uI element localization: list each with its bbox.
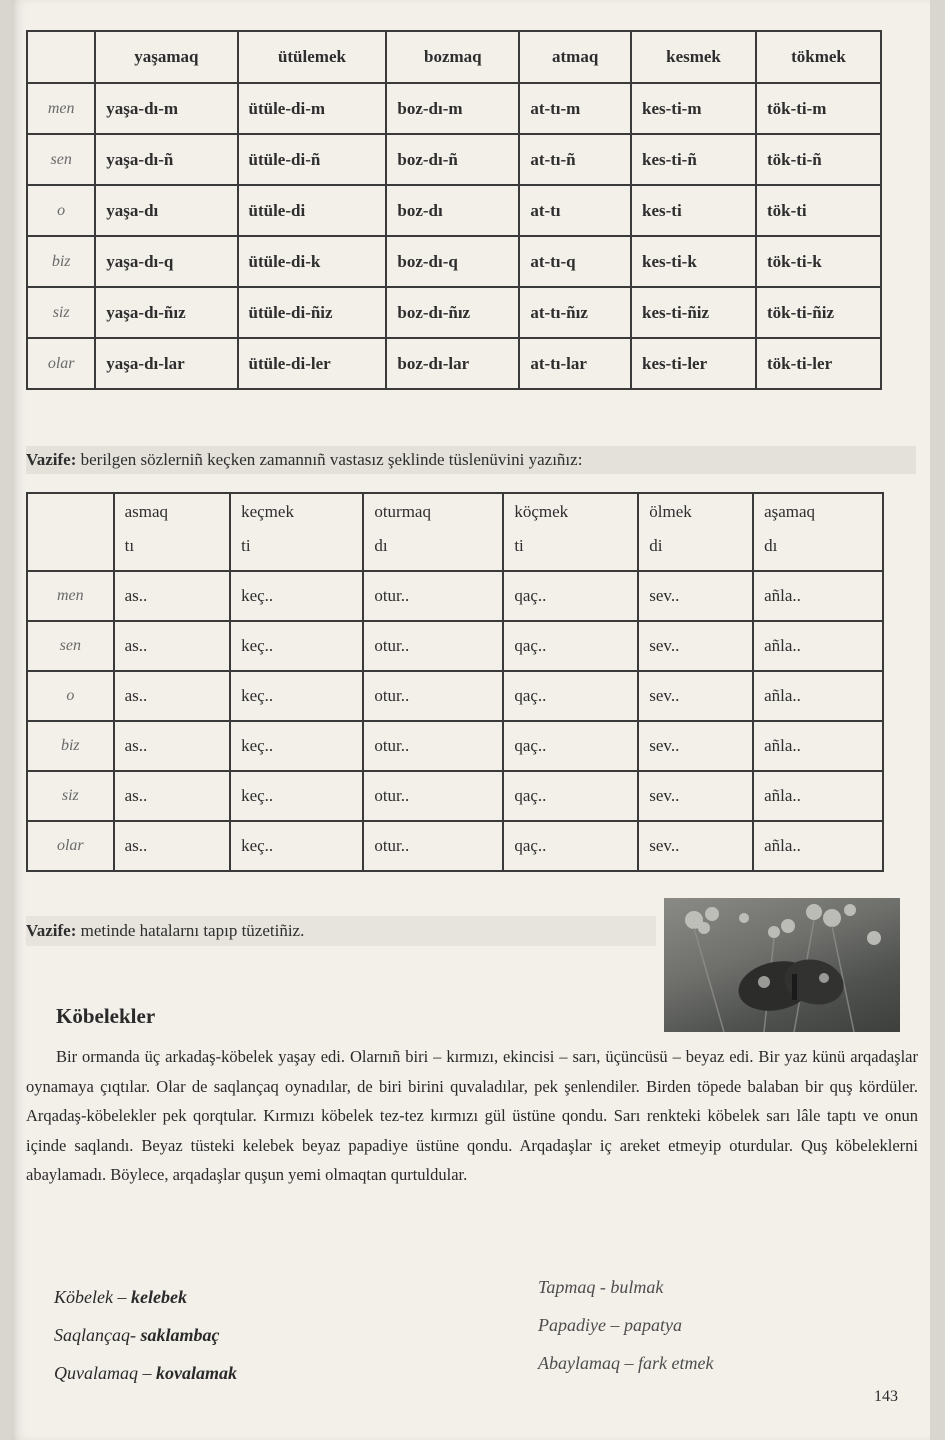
table-cell: otur.. <box>363 771 503 821</box>
table-cell: keç.. <box>230 821 363 871</box>
glossary-meaning: saklambaç <box>140 1325 220 1345</box>
table-cell: añla.. <box>753 721 883 771</box>
table-cell: keç.. <box>230 671 363 721</box>
table-cell: sev.. <box>638 621 753 671</box>
table2-header <box>114 493 230 571</box>
table-row <box>27 134 881 185</box>
table-cell: ütüle-di <box>238 185 387 236</box>
verb-label: oturmaq <box>374 502 431 521</box>
table-cell: as.. <box>114 821 230 871</box>
table-cell: sev.. <box>638 571 753 621</box>
table-cell: at-tı-ñız <box>519 287 631 338</box>
table1-header: yaşamaq <box>95 31 237 83</box>
table-cell: yaşa-dı-m <box>95 83 237 134</box>
suffix-label: dı <box>374 536 388 555</box>
table-cell: sev.. <box>638 721 753 771</box>
table-cell: otur.. <box>363 571 503 621</box>
table-row <box>27 721 883 771</box>
table-cell: kes-ti-m <box>631 83 756 134</box>
table-cell: boz-dı-q <box>386 236 519 287</box>
table-row <box>27 185 881 236</box>
glossary-term: Abaylamaq <box>538 1353 620 1373</box>
glossary-item: Papadiye – papatya <box>538 1315 682 1335</box>
table-row <box>27 621 883 671</box>
table-cell: otur.. <box>363 721 503 771</box>
table-cell: ütüle-di-ñiz <box>238 287 387 338</box>
task-text: metinde hatalarnı tapıp tüzetiñiz. <box>80 921 305 940</box>
table1-header: kesmek <box>631 31 756 83</box>
table-cell: tök-ti-ñiz <box>756 287 881 338</box>
table-cell: añla.. <box>753 621 883 671</box>
glossary-item: Tapmaq - bulmak <box>538 1277 664 1297</box>
task-label: Vazife: <box>26 921 77 940</box>
conjugation-table-past-tense <box>26 30 882 390</box>
table-cell: yaşa-dı-lar <box>95 338 237 389</box>
pronoun-label: biz <box>27 721 114 771</box>
table-cell: yaşa-dı-ñ <box>95 134 237 185</box>
pronoun-label: o <box>27 671 114 721</box>
table-cell: añla.. <box>753 821 883 871</box>
table1-header: bozmaq <box>386 31 519 83</box>
table-cell: sev.. <box>638 771 753 821</box>
table-cell: kes-ti-ñ <box>631 134 756 185</box>
pronoun-label: men <box>27 83 95 134</box>
verb-label: aşamaq <box>764 502 816 521</box>
table1-header: atmaq <box>519 31 631 83</box>
task-text: berilgen sözlerniñ keçken zamannıñ vastasız şeklinde tüslenüvini yazıñız: <box>80 450 583 469</box>
table-row <box>27 821 883 871</box>
glossary-term: Köbelek <box>54 1287 113 1307</box>
glossary-meaning: bulmak <box>610 1277 664 1297</box>
table-cell: at-tı <box>519 185 631 236</box>
glossary-meaning: kovalamak <box>156 1363 237 1383</box>
table-cell: yaşa-dı <box>95 185 237 236</box>
table-cell: keç.. <box>230 721 363 771</box>
table2-header <box>753 493 883 571</box>
story-title: Köbelekler <box>56 1004 156 1028</box>
pronoun-label: siz <box>27 771 114 821</box>
suffix-label: di <box>649 536 663 555</box>
conjugation-exercise-table <box>26 492 884 872</box>
verb-label: keçmek <box>241 502 294 521</box>
table-cell: tök-ti <box>756 185 881 236</box>
table-cell: sev.. <box>638 821 753 871</box>
suffix-label: tı <box>124 536 135 555</box>
suffix-label: ti <box>241 536 251 555</box>
pronoun-label: olar <box>27 338 95 389</box>
table-cell: keç.. <box>230 771 363 821</box>
table-cell: yaşa-dı-q <box>95 236 237 287</box>
textbook-page <box>12 0 930 1440</box>
table-cell: boz-dı-ñ <box>386 134 519 185</box>
table-cell: boz-dı <box>386 185 519 236</box>
suffix-label: dı <box>764 536 778 555</box>
table-cell: yaşa-dı-ñız <box>95 287 237 338</box>
glossary-term: Tapmaq <box>538 1277 596 1297</box>
table-cell: sev.. <box>638 671 753 721</box>
glossary-right <box>538 1268 713 1382</box>
suffix-label: ti <box>514 536 524 555</box>
table-cell: boz-dı-ñız <box>386 287 519 338</box>
table-cell: qaç.. <box>503 571 638 621</box>
table1-header: tökmek <box>756 31 881 83</box>
table-cell: otur.. <box>363 621 503 671</box>
pronoun-label: siz <box>27 287 95 338</box>
table-cell: qaç.. <box>503 721 638 771</box>
table-cell: tök-ti-ñ <box>756 134 881 185</box>
table-cell: at-tı-m <box>519 83 631 134</box>
pronoun-label: olar <box>27 821 114 871</box>
page-number: 143 <box>874 1388 898 1405</box>
glossary-item: Saqlançaq- saklambaç <box>54 1325 220 1345</box>
table-cell: tök-ti-k <box>756 236 881 287</box>
pronoun-label: sen <box>27 134 95 185</box>
table1-header-row <box>27 31 881 83</box>
glossary-meaning: fark etmek <box>637 1353 714 1373</box>
table-cell: boz-dı-m <box>386 83 519 134</box>
table-cell: kes-ti-ñiz <box>631 287 756 338</box>
table-cell: kes-ti-ler <box>631 338 756 389</box>
pronoun-label: sen <box>27 621 114 671</box>
glossary-meaning: papatya <box>623 1315 682 1335</box>
glossary-term: Papadiye <box>538 1315 606 1335</box>
table-cell: añla.. <box>753 571 883 621</box>
task-instruction-conjugate <box>26 446 916 474</box>
task-label: Vazife: <box>26 450 77 469</box>
table-cell: as.. <box>114 671 230 721</box>
glossary-item: Abaylamaq – fark etmek <box>538 1353 714 1373</box>
table2-header <box>363 493 503 571</box>
pronoun-label: o <box>27 185 95 236</box>
table-cell: ütüle-di-k <box>238 236 387 287</box>
table-cell: ütüle-di-ler <box>238 338 387 389</box>
table2-header <box>638 493 753 571</box>
verb-label: köçmek <box>514 502 569 521</box>
story-text: Bir ormanda üç arkadaş-köbelek yaşay edi. Olarnıñ biri – kırmızı, ekincisi – sarı, üçüncüsü – beyaz edi. Bir yaz künü arqadaşlar oynamaya çıqtılar. Olar de saqlançaq oynadılar, de biri birini quvaladılar, pek şenlendiler. Birden töpede balaban bir quş kördüler. Arqadaş-köbelekler pek qorqtular. Kırmızı köbelek tez-tez kırmızı gül üstüne qondu. Sarı renkteki köbelek sarı lâle taptı ve onun içinde saqlandı. Beyaz tüsteki kelebek beyaz papadiye üstüne qondu. Arqadaşlar iç areket etmeyip oturdular. Quş köbeleklerni abaylamadı. Böylece, arqadaşlar quşun yemi olmaqtan qurtuldular. <box>26 1047 918 1184</box>
table-cell: kes-ti-k <box>631 236 756 287</box>
table-row <box>27 771 883 821</box>
table-row <box>27 338 881 389</box>
table-cell: at-tı-ñ <box>519 134 631 185</box>
verb-label: ölmek <box>649 502 692 521</box>
glossary-item: Quvalamaq – kovalamak <box>54 1363 237 1383</box>
pronoun-label: biz <box>27 236 95 287</box>
table2-corner-cell <box>27 493 114 571</box>
table-cell: as.. <box>114 571 230 621</box>
table-cell: añla.. <box>753 671 883 721</box>
table-cell: kes-ti <box>631 185 756 236</box>
table-cell: qaç.. <box>503 821 638 871</box>
table-cell: qaç.. <box>503 771 638 821</box>
table-cell: añla.. <box>753 771 883 821</box>
table-cell: as.. <box>114 771 230 821</box>
table-cell: at-tı-q <box>519 236 631 287</box>
task-instruction-correct-errors <box>26 916 656 946</box>
table-cell: qaç.. <box>503 621 638 671</box>
table2-header <box>503 493 638 571</box>
table-cell: otur.. <box>363 821 503 871</box>
pronoun-label: men <box>27 571 114 621</box>
table-cell: ütüle-di-ñ <box>238 134 387 185</box>
table-cell: as.. <box>114 621 230 671</box>
table-row <box>27 571 883 621</box>
glossary-left <box>54 1278 237 1392</box>
verb-label: asmaq <box>124 502 169 521</box>
butterfly-photo <box>664 898 900 1032</box>
table-cell: tök-ti-m <box>756 83 881 134</box>
glossary-term: Quvalamaq <box>54 1363 138 1383</box>
table-row <box>27 671 883 721</box>
table-row <box>27 83 881 134</box>
butterfly-shape <box>734 953 849 1017</box>
butterfly-photo-illustration <box>664 898 900 1032</box>
table-cell: qaç.. <box>503 671 638 721</box>
table-cell: keç.. <box>230 571 363 621</box>
table-cell: ütüle-di-m <box>238 83 387 134</box>
table-cell: keç.. <box>230 621 363 671</box>
table-row <box>27 287 881 338</box>
glossary-term: Saqlançaq <box>54 1325 130 1345</box>
table-cell: as.. <box>114 721 230 771</box>
table-cell: boz-dı-lar <box>386 338 519 389</box>
glossary-item: Köbelek – kelebek <box>54 1287 187 1307</box>
glossary-meaning: kelebek <box>130 1287 187 1307</box>
table2-header-row <box>27 493 883 571</box>
table-cell: tök-ti-ler <box>756 338 881 389</box>
table-cell: at-tı-lar <box>519 338 631 389</box>
table-cell: otur.. <box>363 671 503 721</box>
table2-header <box>230 493 363 571</box>
table1-header: ütülemek <box>238 31 387 83</box>
table1-corner-cell <box>27 31 95 83</box>
table-row <box>27 236 881 287</box>
